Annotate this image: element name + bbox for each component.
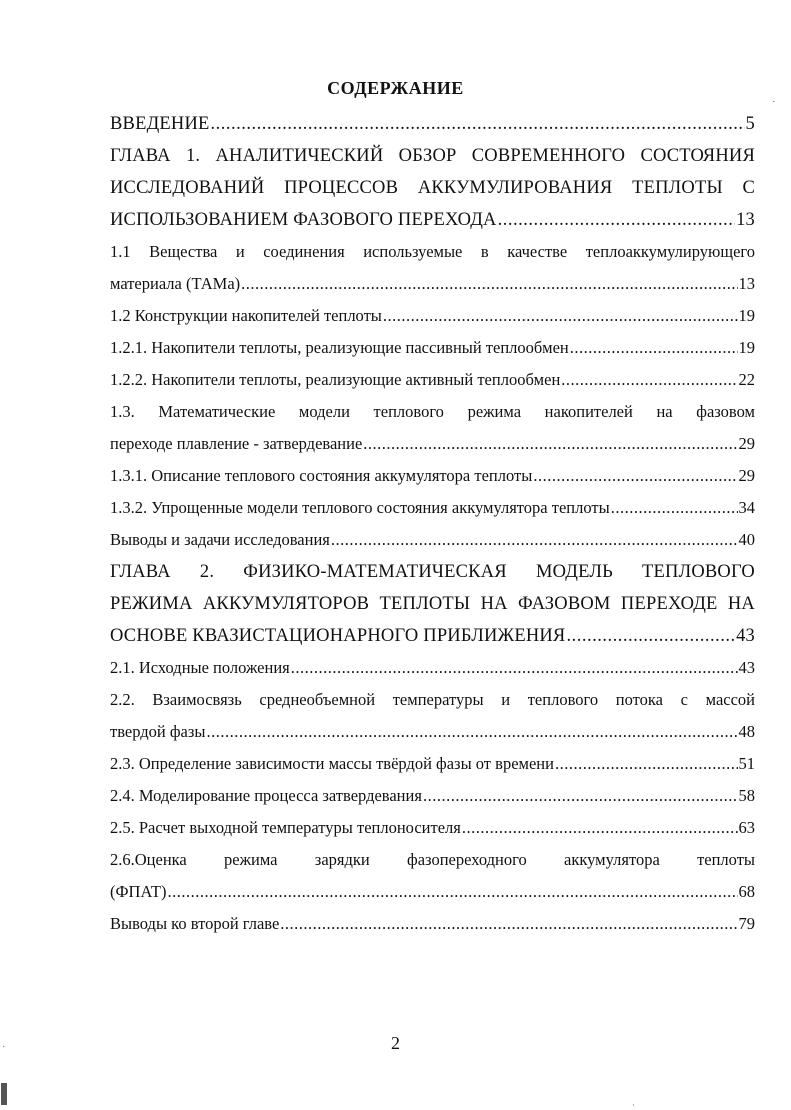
toc-entry bbox=[110, 748, 755, 780]
toc-entry-text: твердой фазы bbox=[110, 722, 206, 741]
toc-entry bbox=[110, 108, 755, 140]
toc-entry-last-line bbox=[110, 716, 755, 748]
toc-entry-line: ИССЛЕДОВАНИЙ ПРОЦЕССОВ АККУМУЛИРОВАНИЯ ТЕПЛОТЫ С bbox=[110, 178, 755, 198]
scan-edge-mark bbox=[1, 1083, 7, 1105]
toc-entry bbox=[110, 332, 755, 364]
toc-page-number: 29 bbox=[738, 434, 755, 453]
toc-entry-line: 2.6.Оценка режима зарядки фазопереходного аккумулятора теплоты bbox=[110, 850, 755, 869]
toc-entry bbox=[110, 908, 755, 940]
toc-entry-text: материала (ТАМа) bbox=[110, 274, 241, 293]
toc-entry-text: ИСПОЛЬЗОВАНИЕМ ФАЗОВОГО ПЕРЕХОДА bbox=[110, 210, 497, 230]
toc-entry-last-line bbox=[110, 524, 755, 556]
toc-entry-last-line bbox=[110, 620, 755, 652]
toc-entry-last-line bbox=[110, 492, 755, 524]
toc-page-number: 29 bbox=[738, 466, 755, 485]
toc-page-number: 68 bbox=[738, 882, 755, 901]
toc-entry bbox=[110, 236, 755, 300]
toc-page-number: 40 bbox=[738, 530, 755, 549]
toc-entry-last-line bbox=[110, 268, 755, 300]
dot-leader bbox=[241, 268, 737, 300]
toc-page-number: 19 bbox=[738, 306, 755, 325]
dot-leader bbox=[423, 780, 738, 812]
toc-entry bbox=[110, 652, 755, 684]
dot-leader bbox=[331, 524, 738, 556]
toc-entry-text: Выводы и задачи исследования bbox=[110, 530, 330, 549]
page-number: 2 bbox=[391, 1033, 400, 1053]
toc-page-number: 48 bbox=[738, 722, 755, 741]
dot-leader bbox=[363, 428, 737, 460]
toc-entry bbox=[110, 364, 755, 396]
toc-entry-last-line bbox=[110, 812, 755, 844]
toc-entry bbox=[110, 140, 755, 236]
toc-entry-text: 2.3. Определение зависимости массы твёрдой фазы от времени bbox=[110, 754, 554, 773]
toc-entry-line: РЕЖИМА АККУМУЛЯТОРОВ ТЕПЛОТЫ НА ФАЗОВОМ ПЕРЕХОДЕ НА bbox=[110, 594, 755, 614]
scan-mark: · bbox=[632, 1100, 635, 1110]
dot-leader bbox=[280, 908, 737, 940]
dot-leader bbox=[206, 716, 737, 748]
toc-entry-text: (ФПАТ) bbox=[110, 882, 167, 901]
toc-entry-last-line bbox=[110, 108, 755, 140]
toc-entry bbox=[110, 812, 755, 844]
toc-entry bbox=[110, 524, 755, 556]
toc-entry-line: ГЛАВА 2. ФИЗИКО-МАТЕМАТИЧЕСКАЯ МОДЕЛЬ ТЕПЛОВОГО bbox=[110, 562, 755, 582]
toc-entry-last-line bbox=[110, 460, 755, 492]
toc-entry bbox=[110, 396, 755, 460]
toc-page-number: 22 bbox=[738, 370, 755, 389]
toc-entry-line: ГЛАВА 1. АНАЛИТИЧЕСКИЙ ОБЗОР СОВРЕМЕННОГО СОСТОЯНИЯ bbox=[110, 146, 755, 166]
toc-entry-last-line bbox=[110, 780, 755, 812]
toc-entry-last-line bbox=[110, 908, 755, 940]
toc-page-number: 5 bbox=[745, 114, 755, 134]
toc-page-number: 63 bbox=[738, 818, 755, 837]
dot-leader bbox=[462, 812, 738, 844]
toc-entry bbox=[110, 492, 755, 524]
toc-page-number: 19 bbox=[738, 338, 755, 357]
toc-page-number: 13 bbox=[736, 210, 755, 230]
dot-leader bbox=[570, 332, 738, 364]
toc-entry-last-line bbox=[110, 364, 755, 396]
dot-leader bbox=[566, 620, 735, 652]
toc-entry-text: 2.1. Исходные положения bbox=[110, 658, 290, 677]
toc-entry-text: 1.2.2. Накопители теплоты, реализующие активный теплообмен bbox=[110, 370, 561, 389]
toc-entry-last-line bbox=[110, 332, 755, 364]
toc-entry-text: Выводы ко второй главе bbox=[110, 914, 280, 933]
toc-entry-text: 1.3.2. Упрощенные модели теплового состояния аккумулятора теплоты bbox=[110, 498, 610, 517]
dot-leader bbox=[498, 204, 735, 236]
dot-leader bbox=[383, 300, 738, 332]
toc-entry-text: переходе плавление - затвердевание bbox=[110, 434, 363, 453]
toc-entry-last-line bbox=[110, 204, 755, 236]
toc-entry-last-line bbox=[110, 300, 755, 332]
toc-page-number: 13 bbox=[738, 274, 755, 293]
toc-entry-text: 1.2 Конструкции накопителей теплоты bbox=[110, 306, 382, 325]
dot-leader bbox=[211, 108, 745, 140]
scan-mark: · bbox=[772, 96, 776, 108]
dot-leader bbox=[533, 460, 737, 492]
toc-entry bbox=[110, 780, 755, 812]
toc-entry-last-line bbox=[110, 652, 755, 684]
table-of-contents bbox=[110, 108, 755, 940]
toc-entry bbox=[110, 844, 755, 908]
toc-page-number: 43 bbox=[738, 658, 755, 677]
toc-page-number: 58 bbox=[738, 786, 755, 805]
dot-leader bbox=[168, 876, 738, 908]
toc-entry bbox=[110, 460, 755, 492]
toc-entry-line: 1.1 Вещества и соединения используемые в качестве теплоаккумулирующего bbox=[110, 242, 755, 261]
dot-leader bbox=[555, 748, 738, 780]
toc-page-number: 34 bbox=[738, 498, 755, 517]
toc-entry-text: 2.5. Расчет выходной температуры теплоносителя bbox=[110, 818, 461, 837]
scan-mark: · bbox=[2, 1042, 6, 1053]
dot-leader bbox=[611, 492, 738, 524]
toc-page-number: 79 bbox=[738, 914, 755, 933]
toc-page-number: 43 bbox=[736, 626, 755, 646]
dot-leader bbox=[561, 364, 737, 396]
toc-entry bbox=[110, 556, 755, 652]
toc-entry-text: ОСНОВЕ КВАЗИСТАЦИОНАРНОГО ПРИБЛИЖЕНИЯ bbox=[110, 626, 566, 646]
toc-page-number: 51 bbox=[738, 754, 755, 773]
toc-entry-line: 2.2. Взаимосвязь среднеобъемной температуры и теплового потока с массой bbox=[110, 690, 755, 709]
toc-entry-last-line bbox=[110, 876, 755, 908]
dot-leader bbox=[291, 652, 738, 684]
toc-entry-line: 1.3. Математические модели теплового режима накопителей на фазовом bbox=[110, 402, 755, 421]
toc-entry-text: 2.4. Моделирование процесса затвердевания bbox=[110, 786, 422, 805]
toc-entry-text: 1.3.1. Описание теплового состояния аккумулятора теплоты bbox=[110, 466, 533, 485]
toc-entry bbox=[110, 300, 755, 332]
toc-entry-text: 1.2.1. Накопители теплоты, реализующие пассивный теплообмен bbox=[110, 338, 569, 357]
toc-entry-last-line bbox=[110, 428, 755, 460]
toc-entry bbox=[110, 684, 755, 748]
toc-entry-text: ВВЕДЕНИЕ bbox=[110, 114, 210, 134]
toc-entry-last-line bbox=[110, 748, 755, 780]
page-title: СОДЕРЖАНИЕ bbox=[327, 78, 464, 98]
